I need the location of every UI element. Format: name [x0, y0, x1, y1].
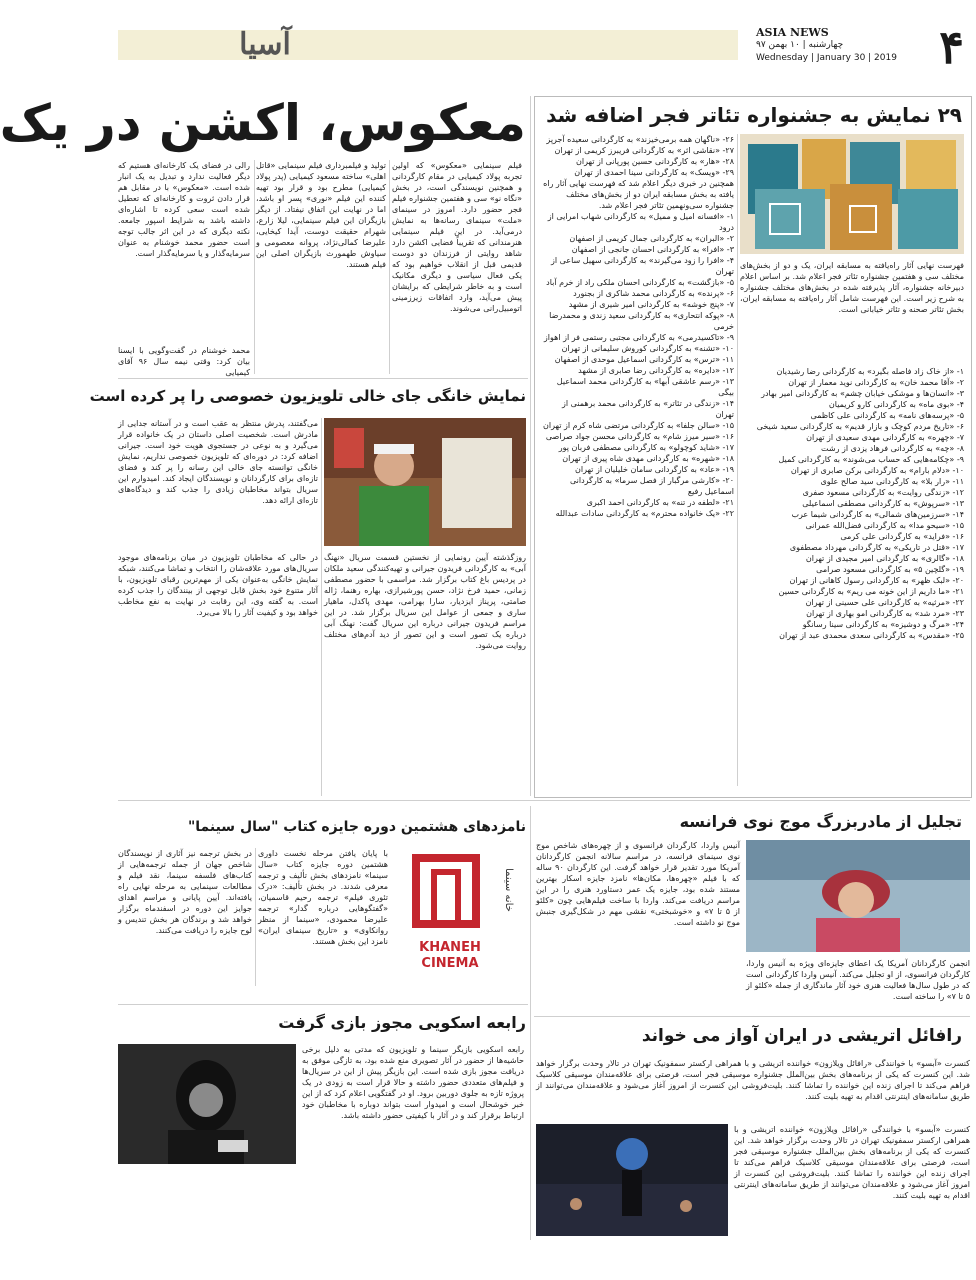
makoos-col-3-end: محمد خوشنام در گفت‌وگویی با ایسنا بیان کرد: وقتی نیمه سال ۹۶ آقای کیمیایی	[118, 346, 250, 377]
khanegi-col-1: روزگذشته آیین رونمایی از نخستین قسمت سریال «نهنگ آبی» به کارگردانی فریدون جیرانی و تهیه‌کنندگی سعید ملکان در پردیس باغ کتاب برگزار شد. مراسمی با حضور مصطفی زمانی، حمید فرخ نژاد، حسن پورشیرازی، بهاره رهنما، ژاله صامتی، پریناز ایزدیار، سارا بهرامی، مهدی پاکدل، ماهیار ساری و جمعی از عوامل این سریال برگزار شد. در این مراسم فریدون جیرانی درباره این سریال گفت: نهنگ آبی درباره یک تصور است و این تصور از دید آدم‌های مختلف روایت می‌شود.	[324, 553, 526, 650]
fajr-list-item: ۱۴- «سرزمین‌های شمالی» به کارگردانی شیما عرب	[791, 510, 964, 519]
fajr-list-item: ۹- «چکامه‌هایی که حساب می‌شوند» به کارگردانی کمیل	[778, 455, 964, 464]
headline-villazon: رافائل اتریشی در ایران آواز می خواند	[641, 1026, 962, 1046]
posters-illustration	[740, 134, 964, 254]
fajr-list-item: ۱۴- «زندگی در تئاتر» به کارگردانی محمد برهمنی از تهران	[562, 399, 734, 419]
fajr-list-item: ۶- «پرنده» به کارگردانی محمد شاکری از بجنورد	[573, 289, 734, 298]
fajr-list-item: ۲۵- «مقدس» به کارگردانی سعدی محمدی عبد از تهران	[779, 631, 964, 640]
page-number: ۴	[939, 20, 964, 74]
fajr-list-item: ۴- «بوی ماه» به کارگردانی کارو کریمیان	[828, 400, 964, 409]
saal-col-2: در بخش ترجمه نیز آثاری از نویسندگان شاخص جهان از جمله ترجمه‌هایی از کتاب‌های فلسفه سینما، نقد فیلم و مطالعات سینمایی به مرحله نهایی راه یافته‌اند. آیین پایانی و مراسم اهدای جوایز این دوره در اسفندماه برگزار خواهد شد و برندگان هر بخش تندیس و لوح جایزه را دریافت می‌کنند.	[118, 849, 252, 935]
fajr-list-item: ۳- «افرا» به کارگردانی احسان جانجی از اصفهان	[571, 245, 734, 254]
fajr-list-item: ۸- «پوکه انتحاری» به کارگردانی سعید زندی و محمدرضا خرمی	[549, 311, 734, 331]
fajr-list-item: ۱۲- «دایره» به کارگردانی رضا صابری از مشهد	[578, 366, 734, 375]
rule	[534, 1016, 970, 1017]
fajr-list-item: ۱۹- «عاد» به کارگردانی سامان خلیلیان از تهران	[574, 465, 734, 474]
fajr-list-item: ۱۱- «رار بلا» به کارگردانی سید صالح علوی	[820, 477, 964, 486]
fajr-list-item: ۱۰- «تشنه» به کارگردانی کوروش سلیمانی از تهران	[561, 344, 734, 353]
logo-text: آسیا	[239, 27, 291, 62]
logo-fa: خانه سینما	[503, 868, 514, 912]
varda-illustration	[746, 840, 970, 952]
rule	[118, 378, 528, 379]
fajr-list-item: ۲۹- «ویسک» به کارگردانی سینا احمدی از تهران	[574, 168, 734, 177]
makoos-col-3: رالی در فضای یک کارخانه‌ای هستیم که دیگر فعالیت ندارد و تبدیل به یک انبار شده است. «معکوس» با در مقابل هم قرار دادن ثروت و کارخانه‌ای که تعطیل شده است سعی کرده تا اشاره‌ای داشته باشد به شرایط اسپور جامعه. نکته دیگری که در این اثر جالب توجه است حضور محمد خوشنام به عنوان سرمایه‌گذار و یا سرمایه‌گذار است.	[118, 161, 250, 258]
varda-caption: انجمن کارگردانان آمریکا یک اعطای جایزه‌ای ویژه به آنیس واردا، کارگردان فرانسوی، از او تجلیل می‌کند. آنیس واردا کارگردانی است که در طول سال‌ها فعالیت هنری خود آثار ماندگاری از جمله «کلئو از ۵ تا ۷» را ساخته است.	[746, 959, 970, 1001]
jeyrani-photo	[324, 418, 526, 546]
fajr-list-item: ۱۷- «شاید کوچولو» به کارگردانی مصطفی فربان پور	[558, 443, 734, 452]
fajr-list-item: ۱۳- «رسم عاشقی آبها» به کارگردانی محمد اسماعیل بیگی	[556, 377, 734, 397]
fajr-list-item: ۲۶- «ناگهان همه برمی‌خیزند» به کارگردانی سعیده آجرپز	[546, 135, 734, 144]
khanegi-col-2: می‌گفتند، پدرش منتظر به عقب است و در آستانه جدایی از مادرش است. شخصیت اصلی داستان در یک خانواده قرار می‌گیرد و به نوعی در جستجوی هویت خود است. جیرانی اضافه کرد: در دوره‌ای که تلویزیون خصوصی نداریم، نمایش خانگی توانسته جای خالی این رسانه را پر کند و فضای تازه‌ای برای کارگردانان و نویسندگان ایجاد کند. امیدوارم این سریال بتواند مخاطبان زیادی را جذب کند و دیدگاه‌های تازه‌ای ارائه دهد.	[118, 419, 318, 505]
date-english: Wednesday | January 30 | 2019	[756, 53, 897, 63]
rule	[530, 806, 531, 1240]
rule	[321, 418, 322, 796]
rule	[737, 134, 738, 786]
headline-fajr: ۲۹ نمایش به جشنواره تئاتر فجر اضافه شد	[546, 103, 962, 127]
headline-saal-cinema: نامزدهای هشتمین دوره جایزه کتاب "سال سینما"	[187, 819, 526, 835]
fajr-list-item: ۴- «افرا را زود می‌گیرند» به کارگردانی سهیل ساعی از تهران	[551, 256, 734, 276]
fajr-list-left	[542, 134, 734, 786]
fajr-list-item: ۲۱- «ما داریم از این خونه می ریم» به کارگردانی حسین	[778, 587, 964, 596]
concert-illustration	[536, 1124, 728, 1236]
logo-cinema: CINEMA	[421, 956, 479, 971]
fajr-list-item: ۵- «بازگشت» به کارگردانی احسان ملکی راد از خرم آباد	[546, 278, 734, 287]
fajr-list-item: ۱۸- «گالری» به کارگردانی امیر مجیدی از تهران	[805, 554, 964, 563]
headline-makoos: معکوس، اکشن در یک	[0, 94, 526, 152]
fajr-list-item: ۱۷- «قتل در تاریکی» به کارگردانی مهرداد مصطفوی	[789, 543, 964, 552]
varda-photo	[746, 840, 970, 952]
varda-body: آنیس واردا، کارگردان فرانسوی و از چهره‌های شاخص موج نوی سینمای فرانسه، در مراسم سالانه انجمن کارگردانان آمریکا مورد تقدیر قرار خواهد گرفت. این کارگردان ۹۰ ساله که با فیلم «چهره‌ها، مکان‌ها» نامزد جایزه اسکار بهترین مستند شده بود، جایزه یک عمر دستاورد هنری را در این مراسم دریافت می‌کند. واردا با ساخت فیلم‌هایی چون «کلئو از ۵ تا ۷» و «خوشبختی» نقشی مهم در شکل‌گیری جنبش موج نو داشته است.	[536, 841, 741, 927]
villazon-body: کنسرت «آبسو» با خوانندگی «رافائل ویلازون» خواننده اتریشی و با همراهی ارکستر سمفونیک تهران در تالار وحدت برگزار خواهد شد. این کنسرت که یکی از برنامه‌های بخش بین‌الملل جشنواره موسیقی فجر است، فرصتی برای علاقه‌مندان موسیقی کلاسیک فراهم می‌کند تا اجرای زنده این خواننده را تماشا کنند. بلیت‌فروشی این کنسرت از امروز آغاز می‌شود و علاقه‌مندان می‌توانند از طریق سامانه‌های اینترنتی اقدام به تهیه بلیت کنند.	[536, 1059, 970, 1101]
publication-name: ASIA NEWS	[756, 26, 829, 39]
fajr-list-item: ۲- «البران» به کارگردانی جمال کریمی از اصفهان	[569, 234, 734, 243]
fajr-list-item: ۱۱- «ترس» به کارگردانی اسماعیل موحدی از اصفهان	[554, 355, 734, 364]
khaneh-cinema-logo	[394, 848, 520, 984]
fajr-list-item: ۲۷- «نقاشی اثر» به کارگردانی فریبرز کریمی از تهران	[554, 146, 734, 155]
headline-khanegi: نمایش خانگی جای خالی تلویزیون خصوصی را پر کرده است	[89, 387, 526, 405]
saal-col-1: با پایان یافتن مرحله نخست داوری هشتمین دوره جایزه کتاب «سال سینما» نامزدهای بخش تألیف و ترجمه معرفی شدند. در بخش تألیف: «درک تئوری فیلم» ترجمه رحیم قاسمیان، «گفتگوهایی درباره گدار» ترجمه علیرضا محمودی، «سینما از منظر روانکاوی» و «تاریخ سینمای ایران» نامزد این بخش هستند.	[258, 849, 388, 946]
fajr-list-item: ۱- «افسانه امیل و ممیل» به کارگردانی شهاب امرایی از درود	[547, 212, 734, 232]
villazon-body-2: کنسرت «آبسو» با خوانندگی «رافائل ویلازون» خواننده اتریشی و با همراهی ارکستر سمفونیک تهران در تالار وحدت برگزار خواهد شد. این کنسرت که یکی از برنامه‌های بخش بین‌الملل جشنواره موسیقی فجر است، فرصتی برای علاقه‌مندان موسیقی کلاسیک فراهم می‌کند تا اجرای زنده این خواننده را تماشا کنند. بلیت‌فروشی این کنسرت از امروز آغاز می‌شود و علاقه‌مندان می‌توانند از طریق سامانه‌های اینترنتی اقدام به تهیه بلیت کنند.	[734, 1125, 970, 1200]
fajr-list-item: ۲۲- «مرثیه» به کارگردانی علی حسینی از تهران	[805, 598, 964, 607]
festival-posters-photo	[740, 134, 964, 254]
makoos-col-2: تولید و فیلمبرداری فیلم سینمایی «قاتل اهلی» ساخته مسعود کیمیایی (پدر پولاد کیمیایی) مطرح بود و قرار بود تهیه کننده این فیلم «نوری» پسر او باشد، اما در نهایت این اتفاق نیفتاد. از دیگر بازیگران این فیلم سینمایی، لیلا زارع، شهرام حقیقت دوست، آیدا کیخایی، علیرضا کمالی‌نژاد، پروانه معصومی و سیاوش طهمورث بازیگران اصلی این فیلم هستند.	[256, 161, 386, 269]
fajr-list-item: ۲۱- «لطفه در تنه» به کارگردانی احمد اکبری	[586, 498, 734, 507]
header-meta	[756, 26, 906, 65]
fajr-list-item: ۲۸- «هار» به کارگردانی حسین پورپانی از تهران	[576, 157, 734, 166]
rule	[389, 160, 390, 374]
fajr-list-item: ۲۰- «کارشی مرگبار از فصل سرما» به کارگردانی اسماعیل رفیع	[569, 476, 734, 496]
fajr-list-item: ۱۸- «شهره» به کارگردانی مهدی شاه پیری از تهران	[562, 454, 734, 463]
logo-khaneh: KHANEH	[419, 940, 481, 955]
fajr-list-item: ۱۶- «فراید» به کارگردانی علی کرمی	[840, 532, 964, 541]
rule	[255, 848, 256, 986]
fajr-list-item: ۲۴- «مرگ و دوشیزه» به کارگردانی سینا رسانگو	[802, 620, 964, 629]
fajr-list-item: ۲- «آقا محمد خان» به کارگردانی نوید معمار از تهران	[788, 378, 964, 387]
fajr-list-item: ۲۲- «یک خانواده محترم» به کارگردانی سادات عبدالله	[555, 509, 734, 518]
eskouei-body: رابعه اسکویی بازیگر سینما و تلویزیون که مدتی به دلیل برخی حاشیه‌ها از حضور در آثار تصویری منع شده بود، به تازگی موفق به دریافت مجوز بازی شده است. این بازیگر پیش از این در سریال‌ها و فیلم‌های متعددی حضور داشته و حالا قرار است به زودی در یک پروژه تازه به جلوی دوربین برود. او در گفتگویی اعلام کرد که از این خبر خوشحال است و امیدوار است بتواند دوباره با مخاطبان خود ارتباط برقرار کند و در آثار با کیفیتی حضور داشته باشد.	[302, 1045, 524, 1120]
headline-varda: تجلیل از مادربزرگ موج نوی فرانسه	[679, 812, 962, 831]
fajr-list-right	[740, 366, 964, 786]
khanegi-col-3: در حالی که مخاطبان تلویزیون در میان برنامه‌های موجود سریال‌های مورد علاقه‌شان را انتخاب و تماشا می‌کنند، شبکه نمایش خانگی به‌عنوان یکی از مهم‌ترین رقبای تلویزیون، با آثار متنوع خود بخش قابل توجهی از بینندگان را جذب کرده است. به گفته وی، این رقابت در نهایت به نفع مخاطب خواهد بود و کیفیت آثار را بالا می‌برد.	[118, 553, 318, 617]
fajr-list-item: همچنین در خبری دیگر اعلام شد که فهرست نهایی آثار راه یافته به بخش مسابقه ایران دو از بخش‌های مختلف جشنواره سی‌ونهمین تئاتر فجر اعلام شد.	[543, 179, 734, 210]
fajr-list-item: ۲۰- «لبک ظهر» به کارگردانی رسول کاهانی از تهران	[789, 576, 964, 585]
fajr-list-item: ۹- «تاکسیدرمی» به کارگردانی مجتبی رستمی فر از اهواز	[543, 333, 734, 342]
concert-photo	[536, 1124, 728, 1236]
rule	[530, 96, 531, 796]
newspaper-logo	[210, 28, 320, 72]
fajr-list-item: ۶- «تاریخ مردم کوچک و بازار قدیم» به کارگردانی سعید شیخی	[756, 422, 964, 431]
rule	[118, 800, 970, 801]
eskouei-photo	[118, 1044, 296, 1164]
fajr-list-item: ۳- «انسان‌ها و موشکی خیابان چشم» به کارگردانی امیر بهادر	[761, 389, 964, 398]
rule	[118, 1004, 528, 1005]
fajr-list-item: ۱۶- «سیر میرز شام» به کارگردانی محسن جواد صراصی	[545, 432, 734, 441]
fajr-list-item: ۱۵- «سالن جلفا» به کارگردانی مرتضی شاه کرم از تهران	[543, 421, 734, 430]
date-persian: چهارشنبه | ۱۰ بهمن ۹۷	[756, 40, 844, 50]
fajr-list-item: ۵- «پرسه‌های نامه» به کارگردانی علی کاظمی	[810, 411, 964, 420]
fajr-list-item: ۱- «از خاک زاد فاصله بگیرد» به کارگردانی رضا رشیدیان	[776, 367, 964, 376]
fajr-list-item: ۱۹- «گلچین ۵» به کارگردانی مسعود صرامی	[816, 565, 964, 574]
fajr-list-item: ۸- «چه» به کارگردانی فرهاد یزدی از رشت	[821, 444, 964, 453]
fajr-list-item: ۷- «چهره» به کارگردانی مهدی سعیدی از تهران	[806, 433, 964, 442]
fajr-list-item: ۱۵- «سیحو مدا» به کارگردانی فضل‌الله عمرانی	[805, 521, 964, 530]
fajr-intro: فهرست نهایی آثار راه‌یافته به مسابقه ایران، یک و دو از بخش‌های مختلف سی و هفتمین جشنواره تئاتر فجر اعلام شد. بر اساس اعلام دبیرخانه جشنواره، آثار پذیرفته شده در بخش‌های مختلف جشنواره به شرح زیر است. این فهرست شامل آثار راه‌یافته به مسابقه ایران، بخش تئاتر صحنه و تئاتر خیابانی است.	[740, 261, 964, 314]
fajr-list-item: ۱۰- «دلام بارام» به کارگردانی برکن صابری از تهران	[790, 466, 964, 475]
fajr-list-item: ۱۳- «سرپوش» به کارگردانی مصطفی اسماعیلی	[802, 499, 964, 508]
fajr-list-item: ۷- «پنج خوشه» به کارگردانی امیر شیری از مشهد	[568, 300, 734, 309]
rule	[254, 160, 255, 374]
jeyrani-illustration	[324, 418, 526, 546]
fajr-list-item: ۲۳- «مرد شد» به کارگردانی امو بهاری از تهران	[806, 609, 964, 618]
eskouei-illustration	[118, 1044, 296, 1164]
fajr-list-item: ۱۲- «زندگی روایت» به کارگردانی مسعود صفری	[802, 488, 964, 497]
headline-eskouei: رابعه اسکویی مجوز بازی گرفت	[278, 1013, 526, 1032]
makoos-col-1: فیلم سینمایی «معکوس» که اولین تجربه پولاد کیمیایی در مقام کارگردانی و همچنین نویسندگی است، در بخش «نگاه نو» سی و هفتمین جشنواره فیلم فجر حضور دارد. امروز در سینمای «ملت» سینمای رسانه‌ها به نمایش درمی‌آید. در این فیلم سینمایی هنرمندانی که تقریباً فضایی اکشن دارد شاهد روایتی از فرزندان دو دوست قدیمی قبل از انقلاب خواهیم بود که یکی فعال سیاسی و دیگری مکانیک است و به خاطر شرایطی که برایشان پیش می‌آید، وارد اتفاقات زیرزمینی اتومبیل‌رانی می‌شوند.	[392, 161, 522, 313]
